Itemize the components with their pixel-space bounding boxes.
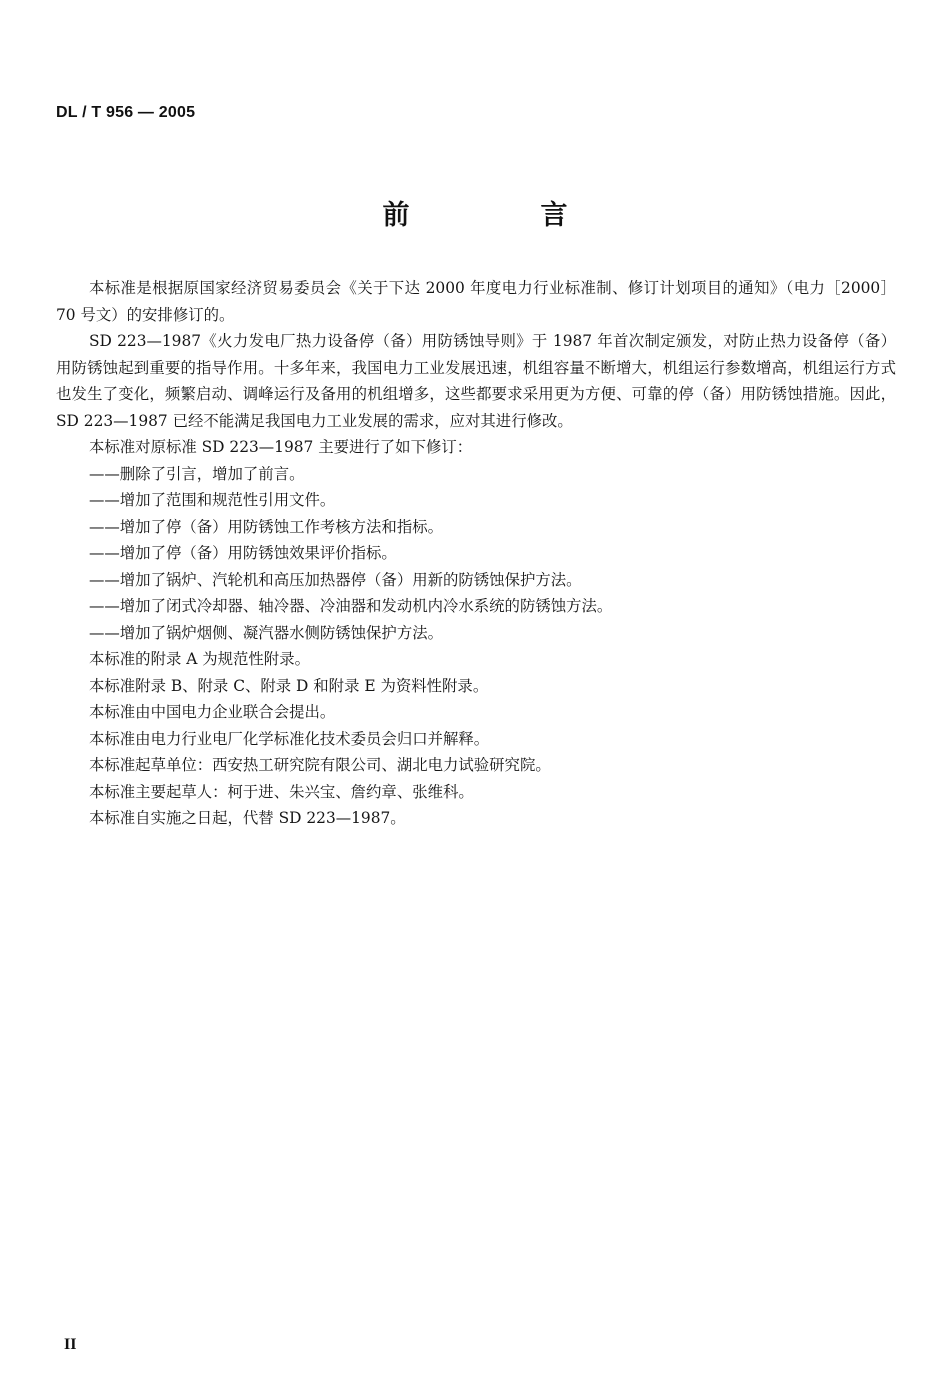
paragraph-replacement: 本标准自实施之日起，代替 SD 223—1987。	[89, 809, 406, 827]
preface-body	[56, 275, 896, 832]
paragraph-proposer: 本标准由中国电力企业联合会提出。	[89, 703, 336, 721]
revision-item: ——增加了闭式冷却器、轴冷器、冷油器和发动机内冷水系统的防锈蚀方法。	[89, 597, 613, 615]
page-number: II	[64, 1336, 77, 1353]
revision-item: ——增加了停（备）用防锈蚀效果评价指标。	[89, 544, 397, 562]
paragraph-committee: 本标准由电力行业电厂化学标准化技术委员会归口并解释。	[89, 729, 490, 748]
page-title: 前 言	[382, 200, 620, 231]
paragraph-history: SD 223—1987《火力发电厂热力设备停（备）用防锈蚀导则》于 1987 年首次制定颁发，对防止热力设备停（备）用防锈蚀起到重要的指导作用。十多年来，我国电力工业发展迅速，机组容量不断增大，机组运行参数增高，机组运行方式也发生了变化，频繁启动、调峰运行及备用的机组增多，这些都要求采用更为方便、可靠的停（备）用防锈蚀措施。因此，SD 223—1987 已经不能满足我国电力工业发展的需求，应对其进行修改。	[56, 332, 896, 430]
revision-item: ——增加了范围和规范性引用文件。	[89, 491, 336, 509]
paragraph-basis: 本标准是根据原国家经济贸易委员会《关于下达 2000 年度电力行业标准制、修订计划项目的通知》（电力［2000］70 号文）的安排修订的。	[56, 279, 896, 324]
paragraph-drafters: 本标准主要起草人：柯于进、朱兴宝、詹约章、张维科。	[89, 782, 474, 801]
paragraph-revisions-intro: 本标准对原标准 SD 223—1987 主要进行了如下修订：	[89, 438, 473, 456]
revision-item: ——增加了锅炉烟侧、凝汽器水侧防锈蚀保护方法。	[89, 623, 443, 642]
revision-item: ——删除了引言，增加了前言。	[89, 464, 305, 483]
revision-item: ——增加了停（备）用防锈蚀工作考核方法和指标。	[89, 517, 443, 536]
revision-item: ——增加了锅炉、汽轮机和高压加热器停（备）用新的防锈蚀保护方法。	[89, 570, 582, 589]
paragraph-appendix-informative: 本标准附录 B、附录 C、附录 D 和附录 E 为资料性附录。	[89, 676, 489, 695]
paragraph-appendix-normative: 本标准的附录 A 为规范性附录。	[89, 650, 310, 668]
document-code: DL / T 956 — 2005	[56, 104, 196, 121]
paragraph-drafting-units: 本标准起草单位：西安热工研究院有限公司、湖北电力试验研究院。	[89, 756, 551, 774]
